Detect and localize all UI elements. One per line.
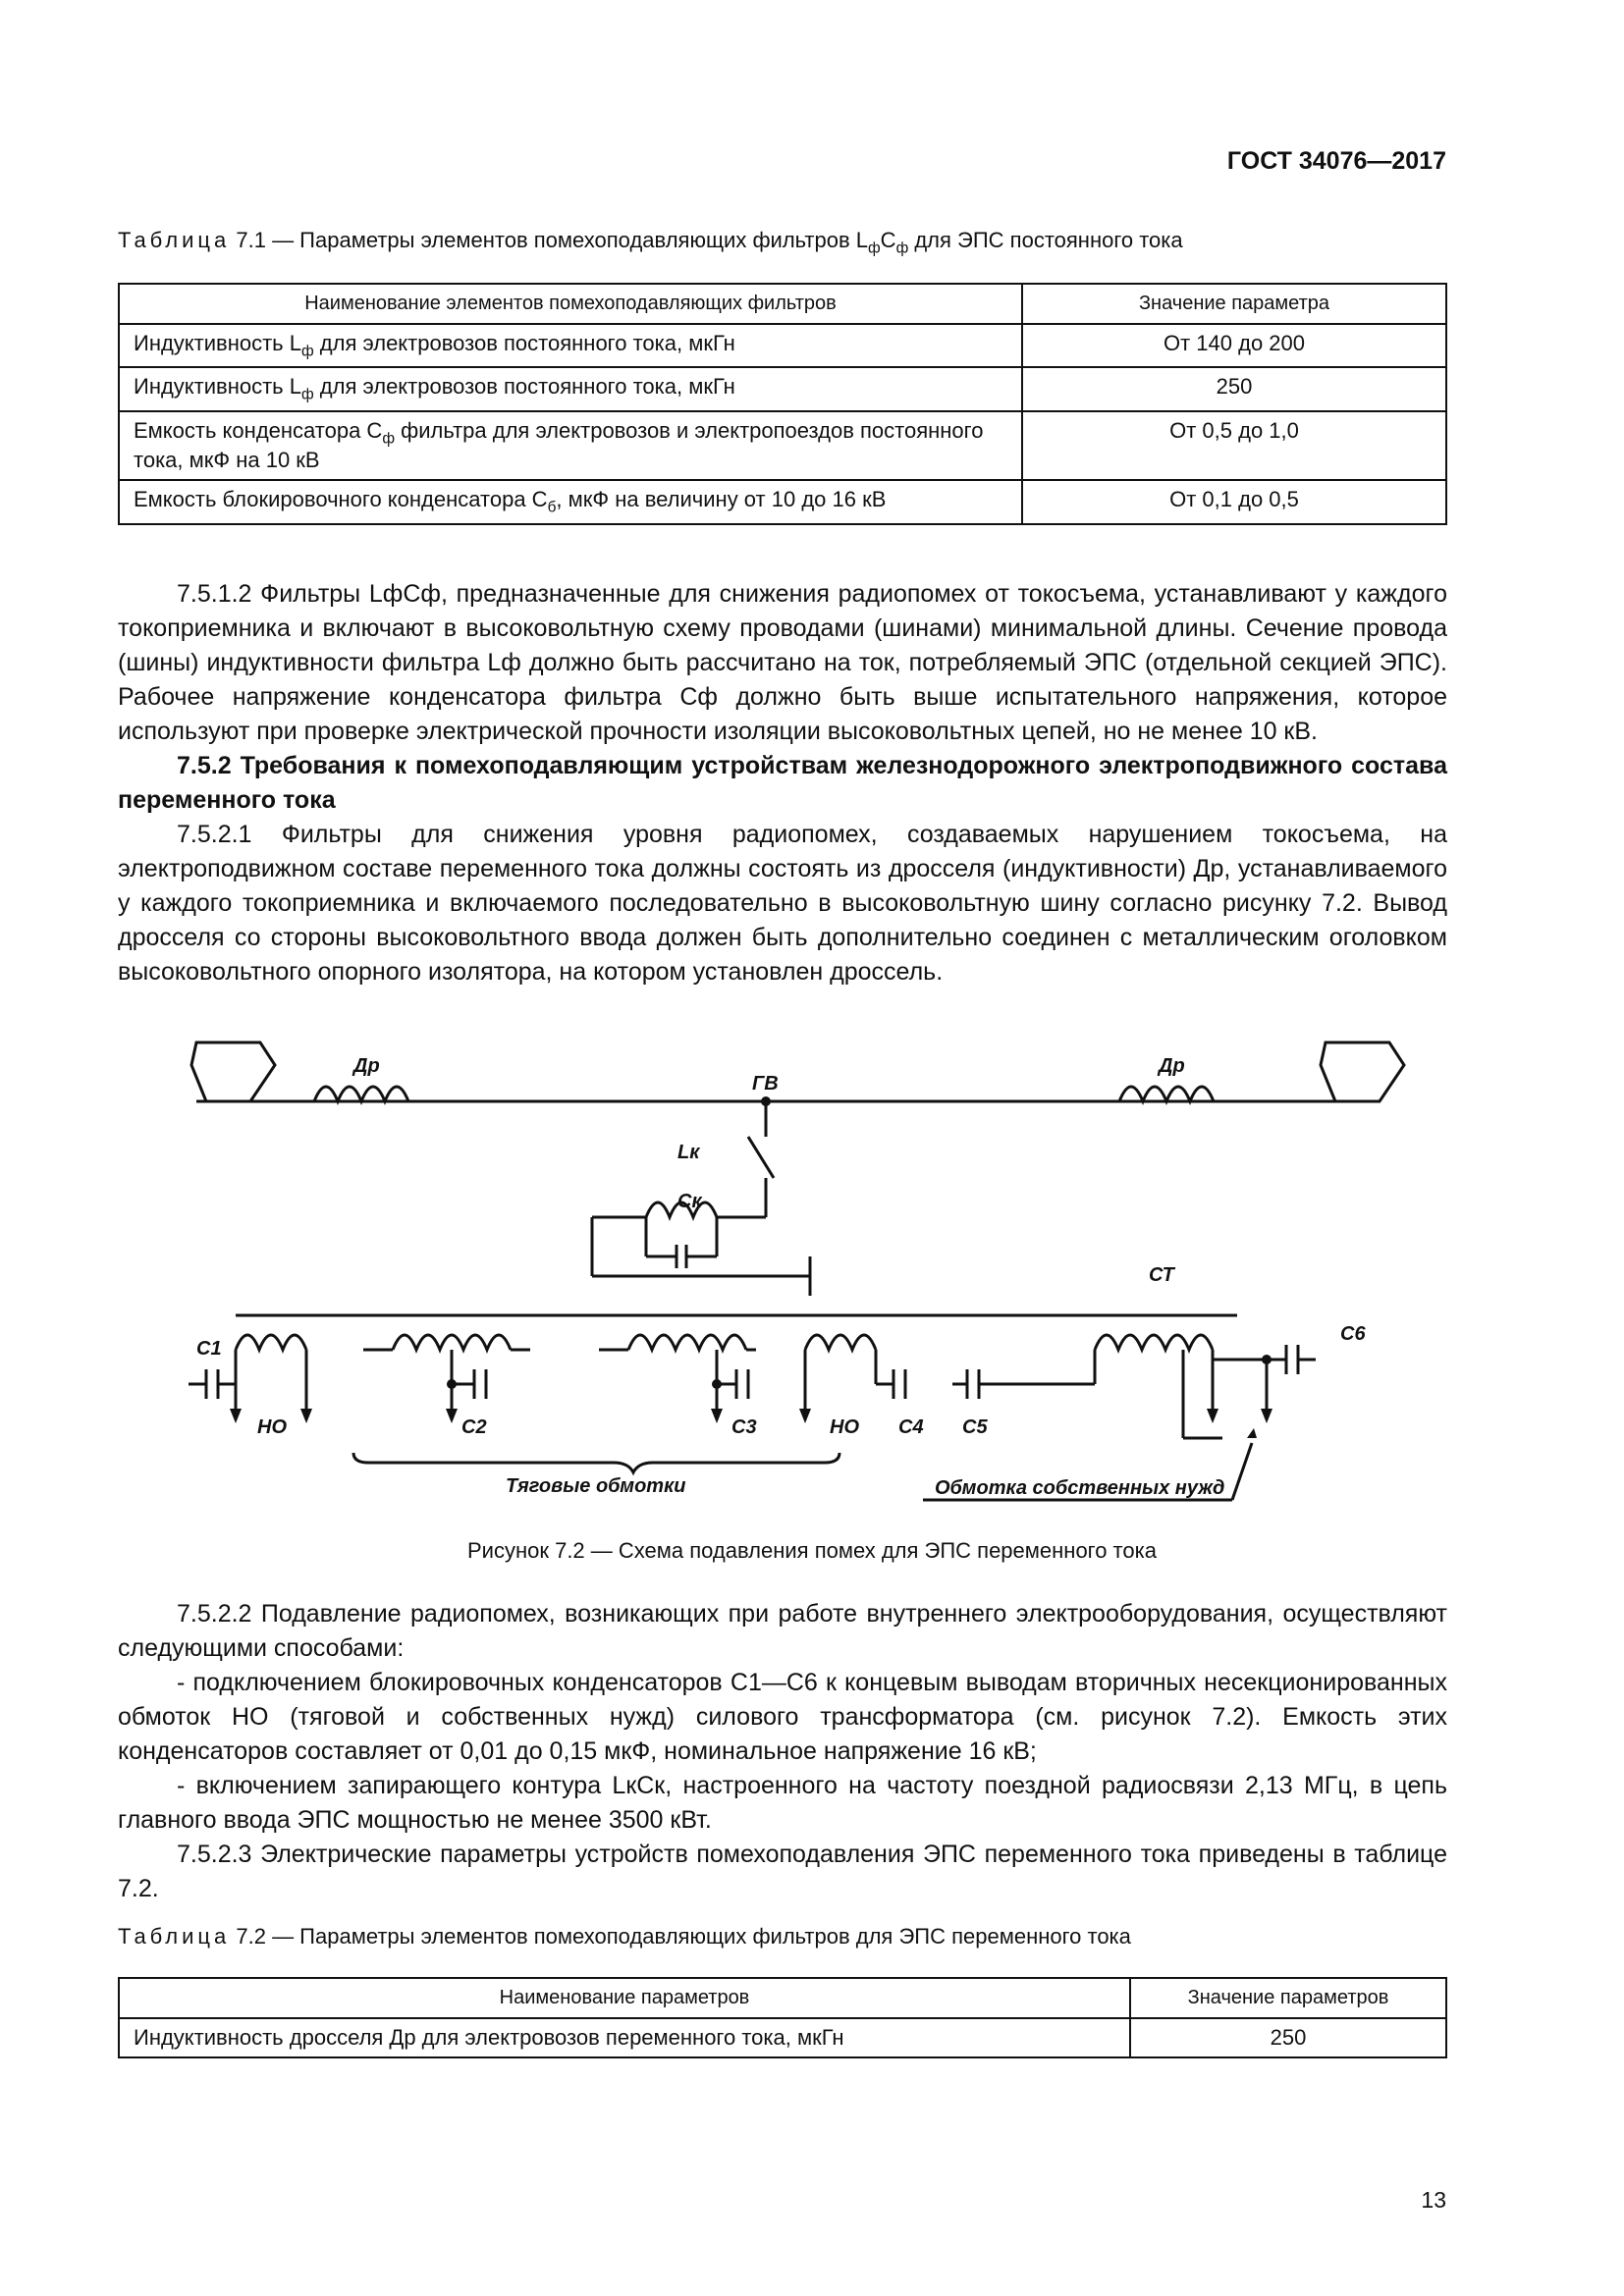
cell-text: для электровозов постоянного тока, мкГн [313,331,735,355]
table1-cell-value: От 0,5 до 1,0 [1022,411,1446,480]
traction-winding-1-icon [393,1335,511,1350]
table-row [119,367,1446,410]
table1-caption-mid: C [880,228,896,252]
table1-caption [118,228,1183,257]
cell-sub: ф [301,386,314,403]
label-no-right: НО [830,1416,859,1438]
label-lk: Lк [677,1142,700,1163]
winding-no-left-icon [236,1335,306,1350]
cell-sub: ф [301,343,314,360]
label-dr-right: Др [1159,1055,1185,1077]
label-c2: C2 [461,1416,487,1438]
table1-header-row [119,284,1446,324]
aux-winding-icon [1095,1335,1213,1350]
table1-caption-sub2: ф [895,240,909,257]
pantograph-right-icon [1321,1042,1404,1101]
table2-caption-prefix: Таблица [118,1924,231,1949]
label-ck: Cк [677,1191,702,1212]
cell-text: Индуктивность L [134,374,301,400]
traction-winding-2-icon [628,1335,746,1350]
table-row [119,480,1446,523]
table1-col1-header: Наименование элементов помехоподавляющих фильтров [119,284,1022,324]
table1-caption-sub1: ф [868,240,881,257]
cell-text: Емкость блокировочного конденсатора C [134,487,548,512]
cell-sub: ф [382,430,395,448]
table1-caption-prefix: Таблица [118,228,231,252]
table2-caption [118,1924,1131,1949]
cell-text: Индуктивность L [134,331,301,355]
label-c1: C1 [196,1338,222,1360]
table2 [118,1977,1447,2058]
paragraph-7-5-2-3: 7.5.2.3 Электрические параметры устройств помехоподавления ЭПС переменного тока приведены в таблице 7.2. [118,1841,1447,1902]
table1 [118,283,1447,525]
paragraph-7-5-2-2: 7.5.2.2 Подавление радиопомех, возникающих при работе внутреннего электрооборудования, осуществляют следующими способами: [118,1600,1447,1662]
page-number: 13 [1421,2187,1446,2213]
figure-caption: Рисунок 7.2 — Схема подавления помех для ЭПС переменного тока [467,1538,1157,1563]
traction-brace [353,1453,839,1472]
choke-left-icon [314,1087,408,1101]
table-row [119,2018,1446,2057]
list-item-trap-circuit: - включением запирающего контура LкCк, настроенного на частоту поездной радиосвязи 2,13 МГц, в цепь главного ввода ЭПС мощностью не менее 3500 кВт. [118,1772,1447,1834]
cell-text: , мкФ на величину от 10 до 16 кВ [556,487,887,512]
table2-cell-name: Индуктивность дросселя Др для электровозов переменного тока, мкГн [119,2018,1130,2057]
label-traction-windings: Тяговые обмотки [506,1475,686,1497]
table1-cell-value: От 140 до 200 [1022,324,1446,367]
table1-cell-name [119,367,1022,410]
table2-col2-header: Значение параметров [1130,1978,1446,2018]
paragraph-7-5-2-1: 7.5.2.1 Фильтры для снижения уровня радиопомех, создаваемых нарушением токосъема, на электроподвижном составе переменного тока должны состоять из дросселя (индуктивности) Др, устанавливаемого у каждого токоприемника и включаемого последовательно в высоковольтную шину согласно рисунку 7.2. Вывод дросселя со стороны высоковольтного ввода должен быть дополнительно соединен с металлическим оголовком высоковольтного опорного изолятора, на котором установлен дроссель. [118,821,1447,986]
label-c5: C5 [962,1416,988,1438]
label-no-left: НО [257,1416,287,1438]
label-gv: ГВ [752,1073,779,1095]
table-row [119,411,1446,480]
choke-right-icon [1119,1087,1214,1101]
pantograph-left-icon [191,1042,275,1101]
table1-cell-name [119,324,1022,367]
text-block-2 [118,1597,1447,1906]
cell-text: фильтра для электровозов и электропоездов постоянного тока, мкФ на 10 кВ [134,417,984,473]
arrow-heads [230,1096,1272,1438]
winding-no-right-icon [805,1335,876,1350]
cell-text: для электровозов постоянного тока, мкГн [313,374,735,400]
list-item-capacitors: - подключением блокировочных конденсаторов C1—C6 к концевым выводам вторичных несекционированных обмоток НО (тяговой и собственных нужд) силового трансформатора (см. рисунок 7.2). Емкость этих конденсаторов составляет от 0,01 до 0,15 мкФ, номинальное напряжение 16 кВ; [118,1669,1447,1765]
table1-caption-tail: для ЭПС постоянного тока [908,228,1183,252]
paragraph-7-5-1-2: 7.5.1.2 Фильтры LфCф, предназначенные для снижения радиопомех от токосъема, устанавливают у каждого токоприемника и включают в высоковольтную схему проводами (шинами) минимальной длины. Сечение провода (шины) индуктивности фильтра Lф должно быть рассчитано на ток, потребляемый ЭПС (отдельной секцией ЭПС). Рабочее напряжение конденсатора фильтра Cф должно быть выше испытательного напряжения, которое используют при проверке электрической прочности изоляции высоковольтных цепей, но не менее 10 кВ. [118,580,1447,745]
table2-header-row [119,1978,1446,2018]
cell-sub: б [547,499,557,516]
table1-col2-header: Значение параметра [1022,284,1446,324]
label-st: СТ [1149,1264,1174,1286]
label-dr-left: Др [353,1055,380,1077]
text-block-1 [118,577,1447,989]
label-c3: C3 [731,1416,757,1438]
table-row [119,324,1446,367]
section-heading-7-5-2: 7.5.2 Требования к помехоподавляющим устройствам железнодорожного электроподвижного состава переменного тока [118,752,1447,814]
figure-7-2-schematic [167,1021,1453,1531]
document-id: ГОСТ 34076—2017 [1226,147,1446,175]
cell-text: Емкость конденсатора C [134,417,383,443]
label-aux-winding: Обмотка собственных нужд [935,1477,1225,1499]
table1-caption-text: 7.1 — Параметры элементов помехоподавляющих фильтров L [230,228,868,252]
table2-caption-text: 7.2 — Параметры элементов помехоподавляющих фильтров для ЭПС переменного тока [230,1924,1131,1949]
label-c4: C4 [898,1416,924,1438]
table1-cell-value: 250 [1022,367,1446,410]
table1-cell-name [119,480,1022,523]
label-c6: C6 [1340,1323,1366,1345]
table1-cell-value: От 0,1 до 0,5 [1022,480,1446,523]
table1-cell-name [119,411,1022,480]
table2-col1-header: Наименование параметров [119,1978,1130,2018]
table2-cell-value: 250 [1130,2018,1446,2057]
main-switch-icon [748,1137,774,1178]
